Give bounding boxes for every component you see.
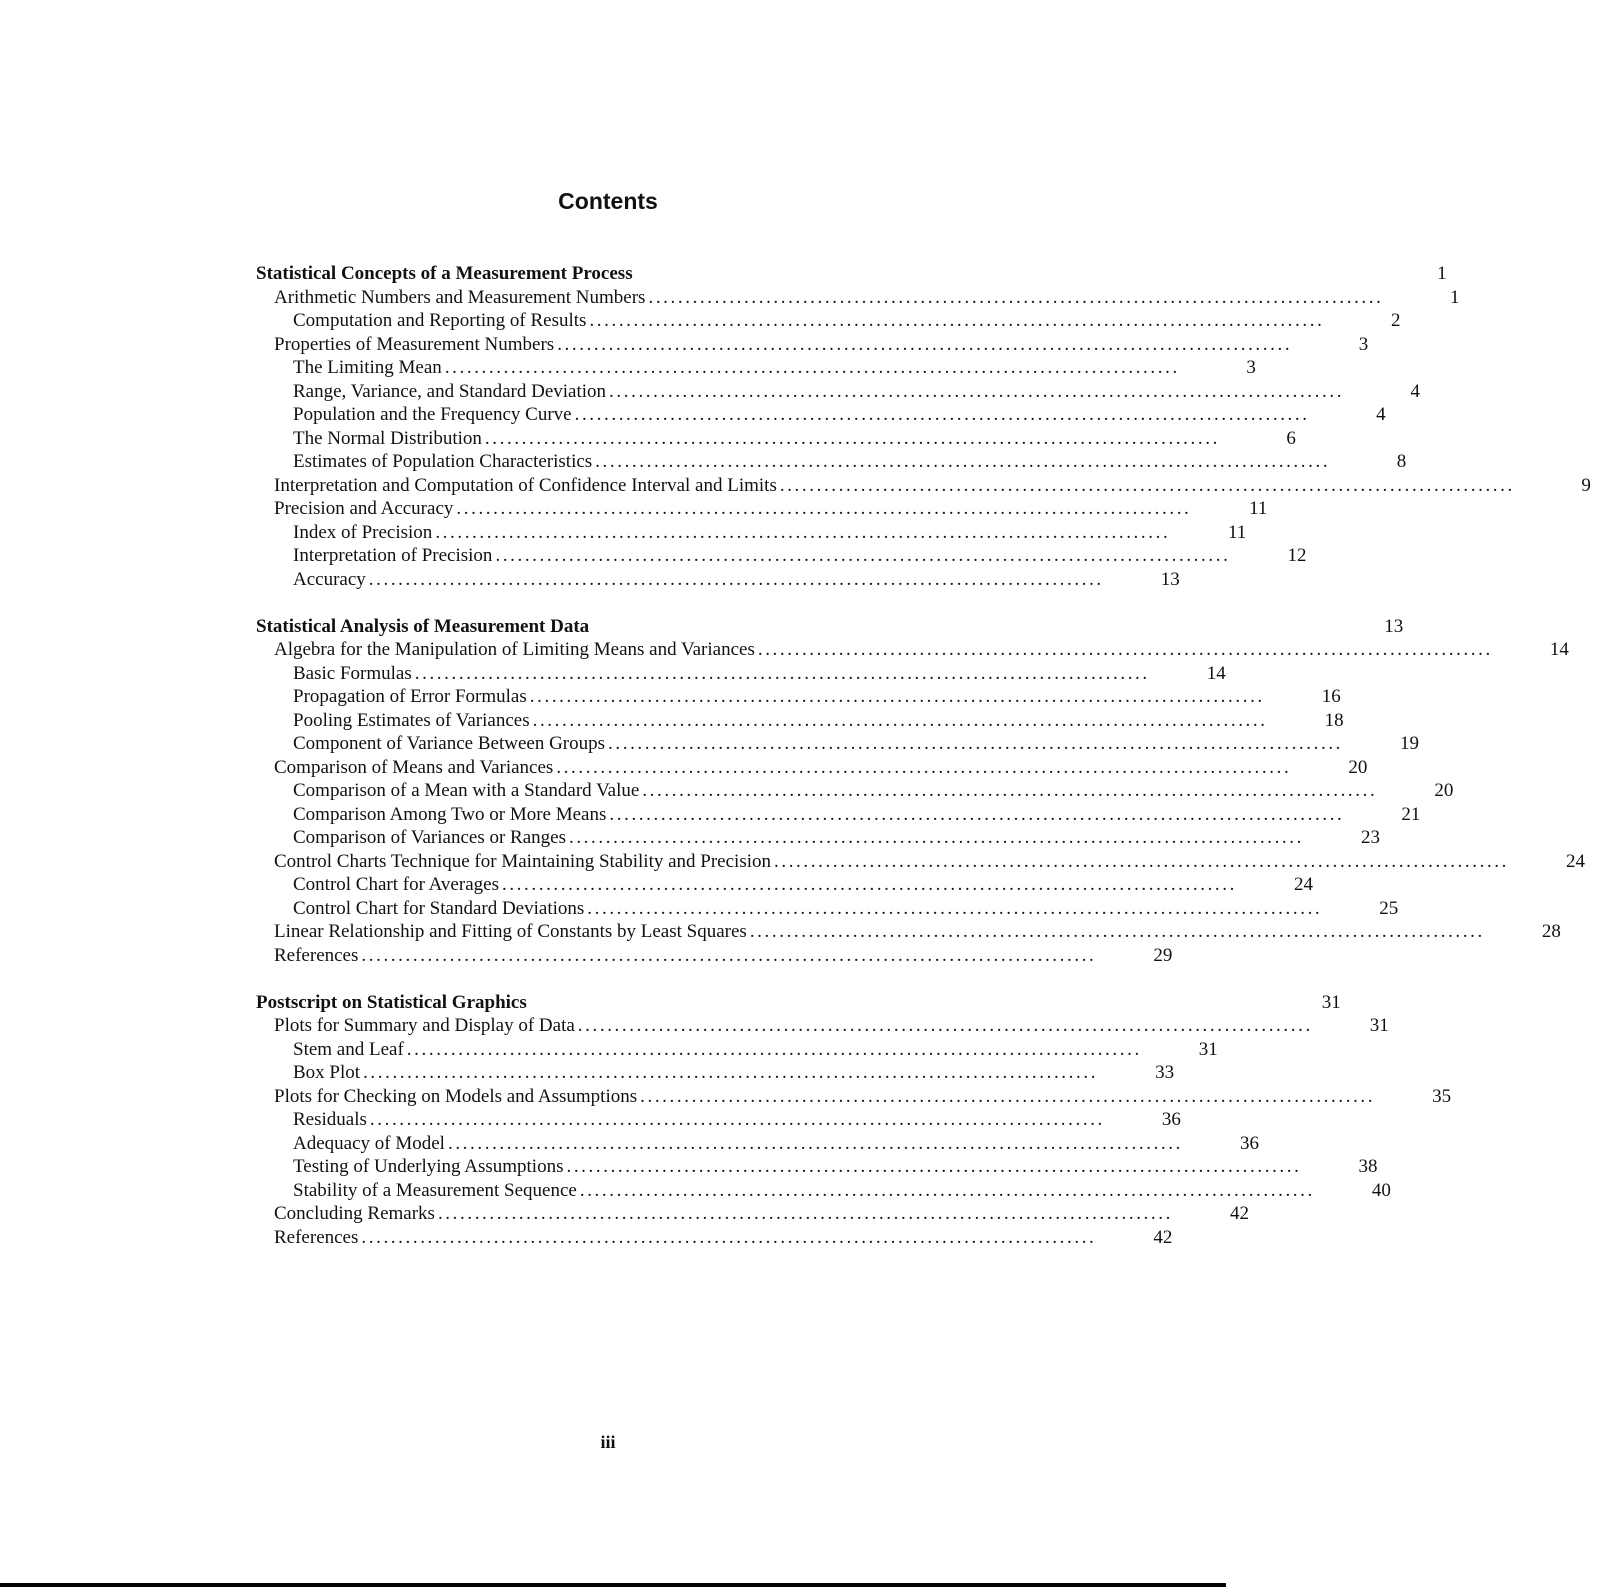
dot-leader: .................................................................................................... [406,1038,1142,1060]
dot-leader: .................................................................................................... [595,451,1331,472]
dot-leader: .................................................................................................... [414,662,1150,684]
toc-entry-page: 25 [1379,897,1399,919]
toc-entry-page: 4 [1376,404,1386,425]
dot-leader: .................................................................................................... [456,498,1192,519]
toc-entry-title: Stability of a Measurement Sequence [293,1179,577,1201]
toc-entry[interactable] [256,286,1460,310]
toc-entry-page: 2 [1390,310,1401,331]
toc-entry-title: Component of Variance Between Groups [293,733,606,754]
toc-entry-page: 20 [1348,756,1368,778]
toc-entry[interactable] [256,662,1226,686]
toc-entry-title: Range, Variance, and Standard Deviation [293,380,607,402]
toc-entry-page: 24 [1566,850,1585,872]
toc-entry-page: 40 [1371,1179,1391,1201]
toc-entry[interactable] [256,897,1399,921]
toc-entry-page: 3 [1246,357,1256,378]
toc-entry-title: Box Plot [293,1062,361,1083]
dot-leader: .................................................................................................... [640,1085,1376,1107]
toc-entry[interactable] [256,380,1421,404]
toc-entry[interactable] [256,450,1407,474]
toc-entry-title: Comparison Among Two or More Means [293,803,607,825]
toc-entry-title: Adequacy of Model [293,1132,445,1154]
toc-entry-title: Computation and Reporting of Results [293,310,587,331]
toc-section [256,991,1452,1250]
toc-entry[interactable] [256,521,1247,545]
toc-entry-title: Precision and Accuracy [274,498,454,519]
dot-leader: .................................................................................................... [557,333,1293,355]
toc-entry-title: References [274,1226,359,1248]
toc-entry[interactable] [256,803,1421,827]
dot-leader: .................................................................................................... [437,1203,1173,1224]
toc-entry-page: 21 [1401,803,1421,825]
toc-entry[interactable] [256,779,1454,803]
toc-entry[interactable] [256,356,1256,380]
toc-entry-page: 38 [1358,1156,1378,1177]
toc-entry-page: 12 [1287,545,1307,566]
toc-entry[interactable] [256,1179,1391,1203]
toc-section [256,262,1591,591]
dot-leader: .................................................................................................... [568,827,1304,848]
toc-entry-title: Concluding Remarks [274,1203,435,1224]
dot-leader: .................................................................................................... [779,474,1515,496]
toc-section [256,615,1585,968]
toc-entry[interactable] [256,732,1420,756]
toc-entry[interactable] [256,1038,1218,1062]
toc-entry-page: 42 [1229,1203,1249,1224]
toc-entry-title: Properties of Measurement Numbers [274,333,555,355]
toc-entry[interactable] [256,826,1380,850]
dot-leader: .................................................................................................... [435,521,1171,543]
toc-entry-title: Control Chart for Averages [293,874,499,895]
toc-entry-page: 16 [1321,686,1341,707]
dot-leader: .................................................................................................... [577,1015,1313,1036]
toc-entry-page: 31 [1369,1015,1389,1036]
toc-entry-page: 24 [1293,874,1313,895]
dot-leader: .................................................................................................... [757,639,1493,660]
toc-entry-page: 4 [1410,380,1421,402]
toc-entry[interactable] [256,1155,1378,1179]
toc-entry[interactable] [256,709,1344,733]
toc-entry-title: Comparison of Means and Variances [274,756,554,778]
toc-entry-page: 18 [1324,709,1344,731]
dot-leader: .................................................................................................... [589,310,1325,331]
table-of-contents [256,262,1591,1273]
toc-entry-title: Control Charts Technique for Maintaining Stability and Precision [274,850,771,872]
dot-leader: .................................................................................................... [749,921,1485,942]
bottom-rule [0,1583,1226,1587]
dot-leader: .................................................................................................... [579,1179,1315,1201]
toc-entry-title: Control Chart for Standard Deviations [293,897,585,919]
toc-entry-title: Statistical Analysis of Measurement Data [256,615,590,637]
toc-entry-page: 13 [1384,615,1404,637]
dot-leader: .................................................................................................... [642,780,1378,801]
toc-entry[interactable] [256,1226,1173,1250]
toc-entry-title: Algebra for the Manipulation of Limiting Means and Variances [274,639,755,660]
toc-entry[interactable] [256,638,1569,662]
dot-leader: .................................................................................................... [609,380,1345,402]
toc-entry-page: 9 [1581,474,1591,496]
toc-entry-title: Basic Formulas [293,662,412,684]
dot-leader: .................................................................................................... [369,1109,1105,1130]
toc-entry[interactable] [256,873,1313,897]
toc-entry-title: Stem and Leaf [293,1038,404,1060]
dot-leader: .................................................................................................... [361,1226,1097,1248]
dot-leader: .................................................................................................... [587,897,1323,919]
toc-entry[interactable] [256,497,1268,521]
toc-entry-title: Comparison of Variances or Ranges [293,827,566,848]
toc-entry[interactable] [256,474,1591,498]
toc-entry-title: References [274,944,359,966]
dot-leader: .................................................................................................... [447,1132,1183,1154]
toc-entry-page: 1 [1437,263,1447,284]
toc-entry[interactable] [256,1014,1389,1038]
toc-section-heading[interactable] [256,991,1341,1015]
toc-entry-title: Arithmetic Numbers and Measurement Numbers [274,286,646,308]
toc-entry-page: 8 [1396,451,1407,472]
dot-leader: .................................................................................................... [361,944,1097,966]
toc-entry-title: Population and the Frequency Curve [293,404,572,425]
toc-entry-page: 1 [1449,286,1460,308]
toc-entry[interactable] [256,1132,1259,1156]
toc-entry-title: Testing of Underlying Assumptions [293,1156,564,1177]
toc-entry[interactable] [256,1108,1181,1132]
dot-leader: .................................................................................................... [368,568,1104,590]
toc-entry-title: Plots for Summary and Display of Data [274,1015,575,1036]
toc-entry-page: 23 [1360,827,1380,848]
toc-entry[interactable] [256,1202,1249,1226]
toc-entry[interactable] [256,920,1561,944]
toc-entry-title: Estimates of Population Characteristics [293,451,593,472]
toc-entry-title: Interpretation of Precision [293,545,493,566]
toc-entry[interactable] [256,756,1368,780]
toc-section-heading[interactable] [256,615,1404,639]
toc-entry-page: 31 [1321,991,1341,1013]
page-title: Contents [558,188,658,214]
toc-entry-page: 28 [1541,921,1561,942]
toc-entry[interactable] [256,568,1180,592]
toc-entry[interactable] [256,333,1369,357]
toc-entry-title: Linear Relationship and Fitting of Constants by Least Squares [274,921,747,942]
dot-leader: .................................................................................................... [566,1156,1302,1177]
toc-entry-title: Pooling Estimates of Variances [293,709,530,731]
toc-entry-title: Postscript on Statistical Graphics [256,991,527,1013]
dot-leader: .................................................................................................... [774,850,1509,872]
toc-entry-page: 29 [1153,944,1173,966]
page-number: iii [600,1432,616,1452]
dot-leader: .................................................................................................... [501,874,1237,895]
toc-entry-title: The Normal Distribution [293,427,482,449]
dot-leader: .................................................................................................... [532,709,1268,731]
toc-entry-title: Residuals [293,1109,367,1130]
toc-entry-page: 11 [1228,521,1247,543]
toc-entry-page: 31 [1198,1038,1218,1060]
toc-entry[interactable] [256,944,1173,968]
toc-entry[interactable] [256,1061,1175,1085]
dot-leader: .................................................................................................... [574,404,1310,425]
toc-section-heading[interactable] [256,262,1447,286]
toc-entry-page: 14 [1206,662,1226,684]
dot-leader: .................................................................................................... [609,803,1345,825]
dot-leader: .................................................................................................... [556,756,1292,778]
toc-entry[interactable] [256,1085,1452,1109]
toc-entry-page: 35 [1432,1085,1452,1107]
toc-entry-page: 20 [1434,780,1454,801]
dot-leader: .................................................................................................... [529,686,1265,707]
toc-entry-page: 14 [1549,639,1569,660]
toc-entry-page: 6 [1286,427,1296,449]
toc-entry-title: Comparison of a Mean with a Standard Value [293,780,640,801]
toc-entry[interactable] [256,309,1401,333]
toc-entry-page: 11 [1249,498,1268,519]
toc-entry[interactable] [256,403,1386,427]
toc-entry[interactable] [256,685,1341,709]
toc-entry-title: Statistical Concepts of a Measurement Process [256,263,633,284]
toc-entry-title: Plots for Checking on Models and Assumptions [274,1085,638,1107]
dot-leader: .................................................................................................... [484,427,1220,449]
dot-leader: .................................................................................................... [495,545,1231,566]
toc-entry-title: Index of Precision [293,521,433,543]
dot-leader: .................................................................................................... [608,733,1344,754]
dot-leader: .................................................................................................... [363,1062,1099,1083]
toc-entry[interactable] [256,544,1307,568]
toc-entry-title: The Limiting Mean [293,357,442,378]
dot-leader: .................................................................................................... [444,357,1180,378]
toc-entry-page: 3 [1358,333,1369,355]
toc-entry-title: Propagation of Error Formulas [293,686,527,707]
toc-entry-page: 19 [1400,733,1420,754]
toc-entry-page: 33 [1155,1062,1175,1083]
toc-entry-title: Accuracy [293,568,366,590]
toc-entry[interactable] [256,850,1585,874]
toc-entry-title: Interpretation and Computation of Confidence Interval and Limits [274,474,777,496]
toc-entry-page: 36 [1239,1132,1259,1154]
toc-entry[interactable] [256,427,1296,451]
toc-entry-page: 36 [1161,1109,1181,1130]
toc-entry-page: 42 [1153,1226,1173,1248]
toc-entry-page: 13 [1160,568,1180,590]
dot-leader: .................................................................................................... [648,286,1384,308]
